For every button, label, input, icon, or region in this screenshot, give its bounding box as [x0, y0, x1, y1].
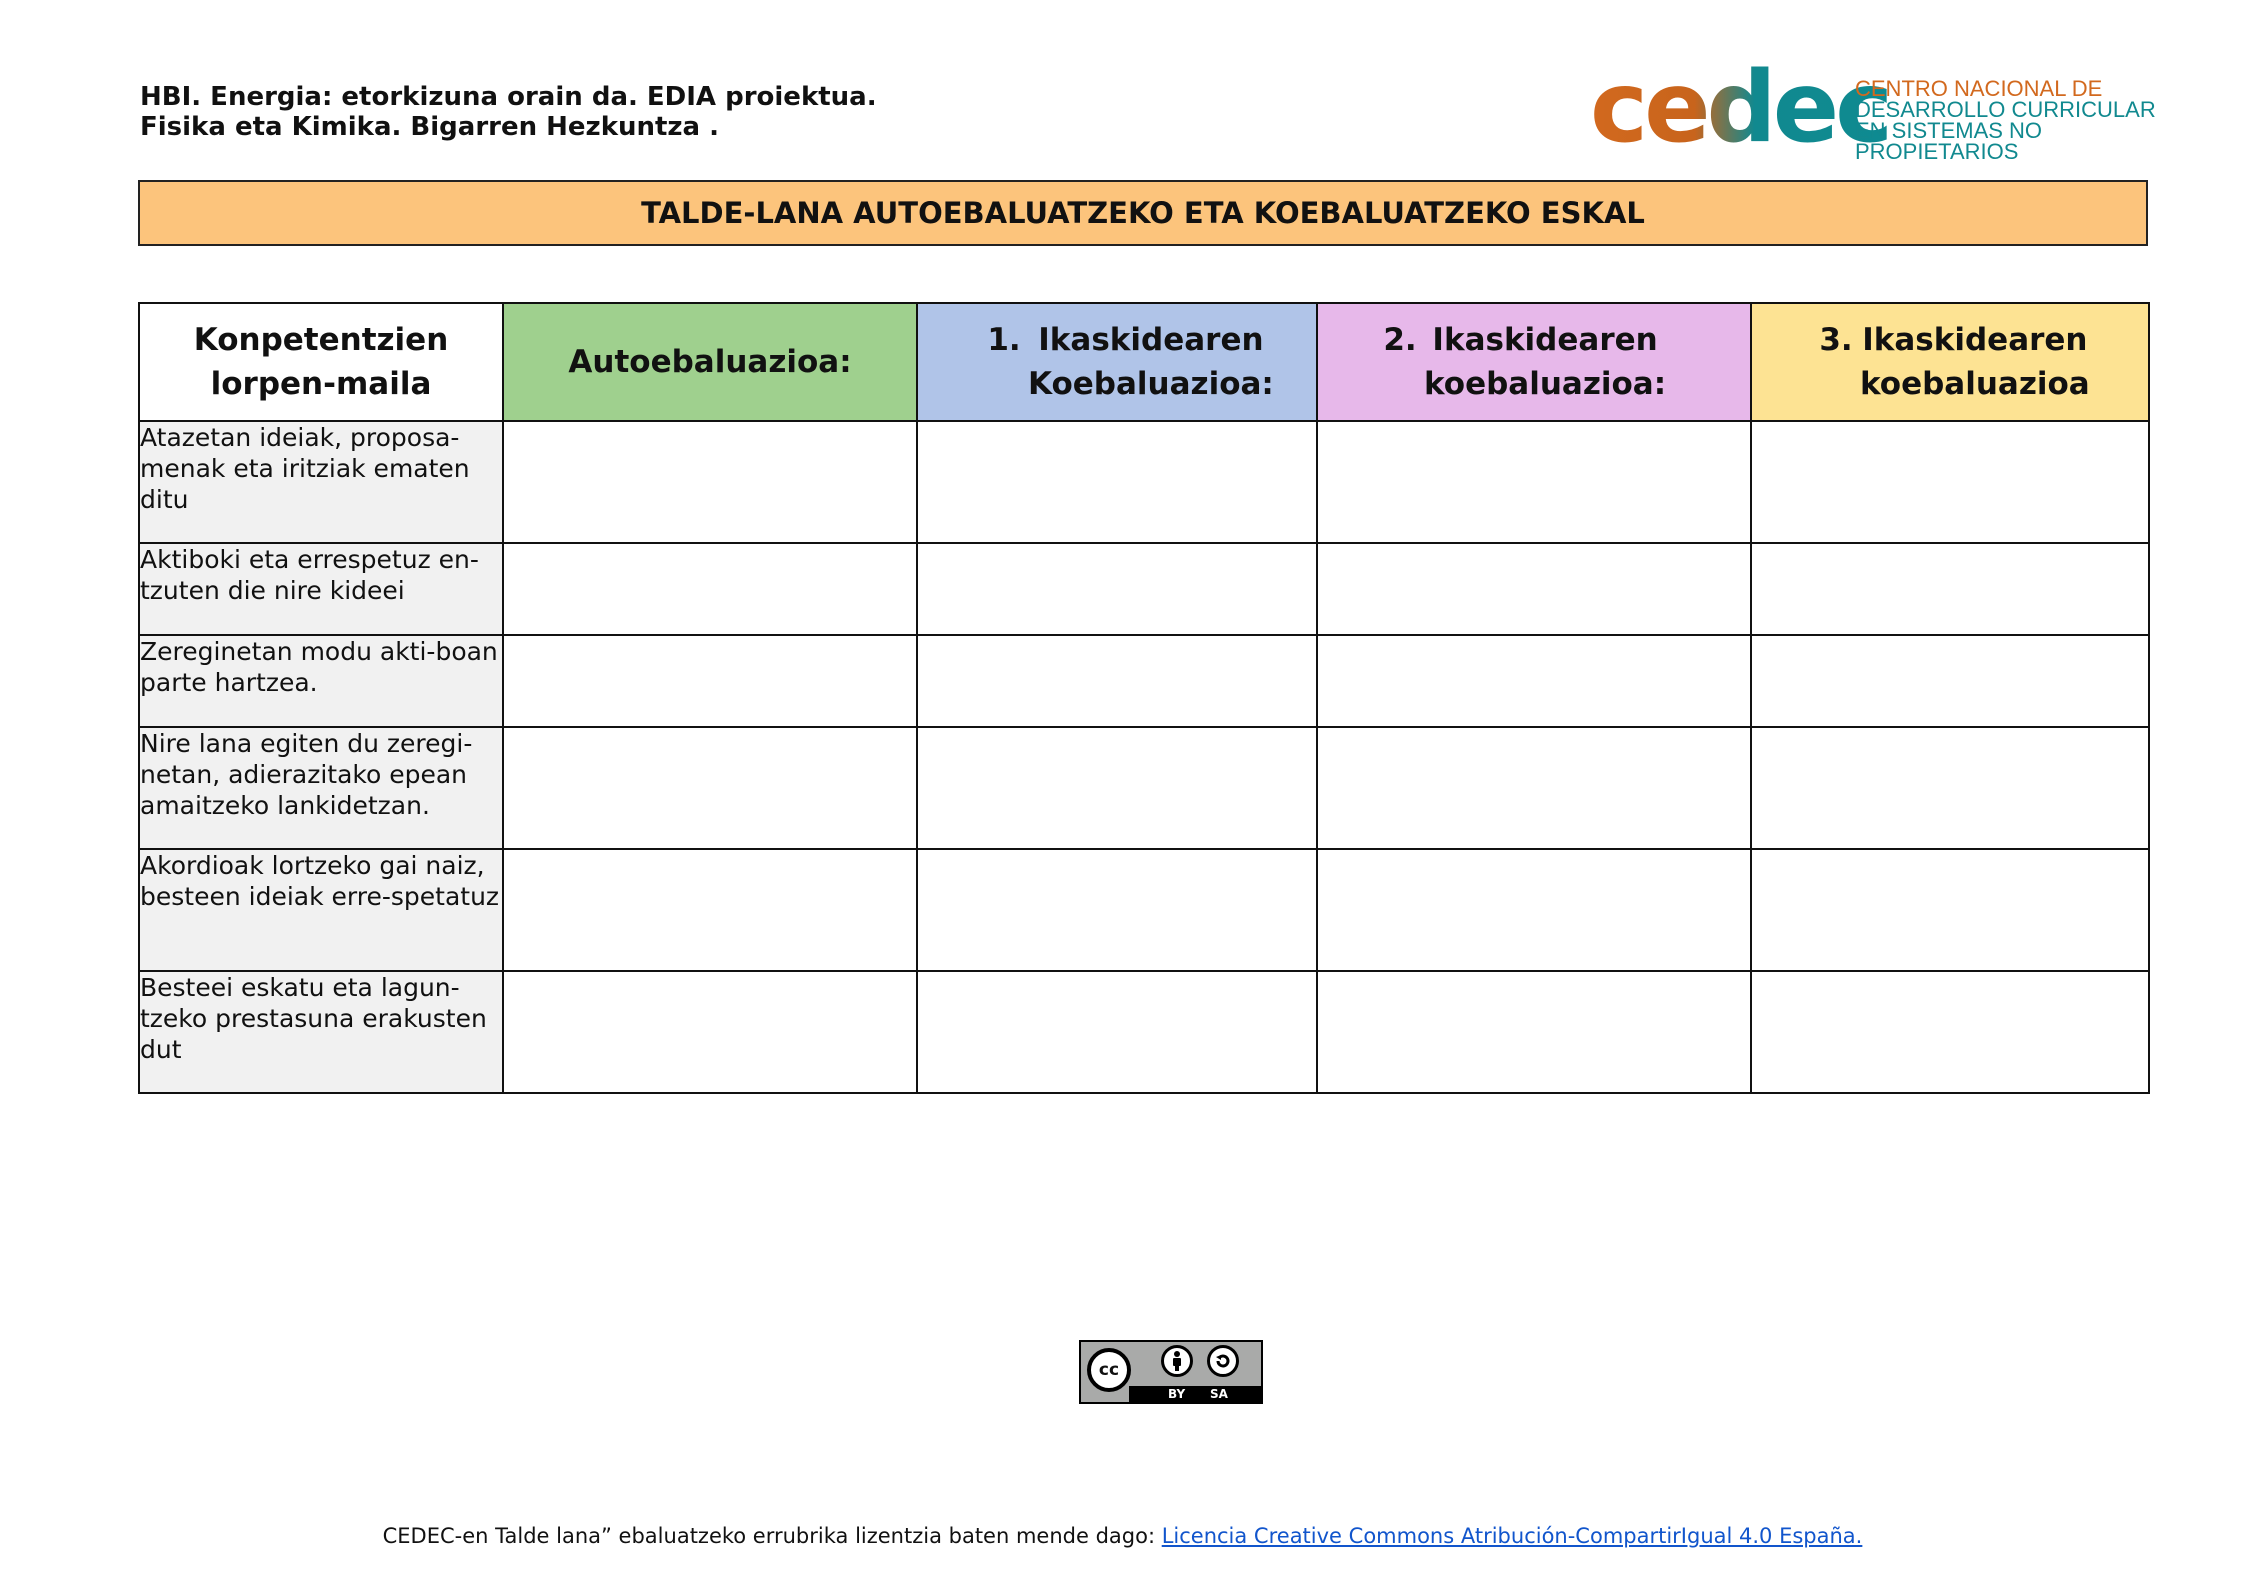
peer-1-cell[interactable] [917, 971, 1317, 1093]
header-competence-level [139, 303, 503, 421]
banner-title: TALDE-LANA AUTOEBALUATZEKO ETA KOEBALUATZEKO ESKAL [641, 196, 1645, 230]
header-col4-line1: Ikaskidearen [1862, 322, 2088, 358]
table-row [139, 727, 2149, 849]
header-col2-number: 1. [987, 322, 1021, 358]
sa-label: SA [1210, 1387, 1228, 1401]
cc-label-bar [1129, 1386, 1261, 1402]
criterion-cell: Akordioak lortzeko gai naiz, besteen ideiak erre-spetatuz [139, 849, 503, 971]
peer-3-cell[interactable] [1751, 421, 2149, 543]
cedec-logo [1590, 51, 2170, 165]
header-col2-line1: Ikaskidearen [1038, 322, 1264, 358]
peer-2-cell[interactable] [1317, 635, 1751, 727]
logo-sub-line-1: CENTRO NACIONAL DE [1855, 76, 2103, 101]
peer-1-cell[interactable] [917, 543, 1317, 635]
cc-icon [1087, 1348, 1131, 1392]
license-footer [0, 1524, 2245, 1548]
header-self-assessment [503, 303, 917, 421]
peer-2-cell[interactable] [1317, 849, 1751, 971]
attribution-icon [1161, 1345, 1193, 1377]
header-col4-number: 3. [1819, 322, 1853, 358]
criterion-cell: Besteei eskatu eta lagun-tzeko prestasuna erakusten dut [139, 971, 503, 1093]
peer-2-cell[interactable] [1317, 421, 1751, 543]
peer-2-cell[interactable] [1317, 727, 1751, 849]
share-alike-icon [1207, 1345, 1239, 1377]
title-banner [138, 180, 2148, 246]
criterion-cell: Zereginetan modu akti-boan parte hartzea. [139, 635, 503, 727]
criterion-cell: Atazetan ideiak, proposa-menak eta iritziak ematen ditu [139, 421, 503, 543]
header-peer-3 [1751, 303, 2149, 421]
criterion-cell: Aktiboki eta errespetuz en-tzuten die nire kideei [139, 543, 503, 635]
cc-label: cc [1098, 1360, 1120, 1380]
criterion-cell: Nire lana egiten du zeregi-netan, adierazitako epean amaitzeko lankidetzan. [139, 727, 503, 849]
cedec-subtitle [1855, 78, 2170, 162]
self-assessment-cell[interactable] [503, 971, 917, 1093]
header-col0-line1: Konpetentzien [193, 322, 449, 358]
self-assessment-cell[interactable] [503, 635, 917, 727]
header-col0-line2: lorpen-maila [210, 366, 432, 402]
header-peer-1 [917, 303, 1317, 421]
logo-sub-line-3: EN SISTEMAS NO PROPIETARIOS [1855, 118, 2043, 164]
peer-2-cell[interactable] [1317, 543, 1751, 635]
table-row [139, 421, 2149, 543]
header-col3-line2: koebaluazioa: [1424, 366, 1667, 402]
header-line-2: Fisika eta Kimika. Bigarren Hezkuntza . [140, 112, 720, 142]
peer-3-cell[interactable] [1751, 543, 2149, 635]
rubric-table [138, 302, 2150, 1094]
cc-by-sa-badge[interactable] [1079, 1340, 1263, 1404]
table-header-row [139, 303, 2149, 421]
peer-1-cell[interactable] [917, 727, 1317, 849]
self-assessment-cell[interactable] [503, 727, 917, 849]
self-assessment-cell[interactable] [503, 849, 917, 971]
table-row [139, 971, 2149, 1093]
document-header [140, 82, 877, 142]
cedec-wordmark: cedec [1590, 51, 1890, 165]
peer-1-cell[interactable] [917, 635, 1317, 727]
footer-text: CEDEC-en Talde lana” ebaluatzeko errubrika lizentzia baten mende dago: [382, 1524, 1162, 1548]
header-col3-number: 2. [1383, 322, 1417, 358]
peer-1-cell[interactable] [917, 849, 1317, 971]
by-label: BY [1168, 1387, 1186, 1401]
peer-1-cell[interactable] [917, 421, 1317, 543]
self-assessment-cell[interactable] [503, 543, 917, 635]
header-peer-2 [1317, 303, 1751, 421]
header-col1-label: Autoebaluazioa: [568, 344, 852, 380]
header-col2-line2: Koebaluazioa: [1028, 366, 1274, 402]
header-col3-line1: Ikaskidearen [1432, 322, 1658, 358]
peer-3-cell[interactable] [1751, 727, 2149, 849]
table-row [139, 543, 2149, 635]
header-line-1: HBI. Energia: etorkizuna orain da. EDIA proiektua. [140, 82, 877, 112]
header-col4-line2: koebaluazioa [1860, 366, 2090, 402]
table-row [139, 849, 2149, 971]
peer-3-cell[interactable] [1751, 971, 2149, 1093]
self-assessment-cell[interactable] [503, 421, 917, 543]
peer-3-cell[interactable] [1751, 849, 2149, 971]
table-row [139, 635, 2149, 727]
peer-2-cell[interactable] [1317, 971, 1751, 1093]
peer-3-cell[interactable] [1751, 635, 2149, 727]
logo-sub-line-2: DESARROLLO CURRICULAR [1855, 97, 2156, 122]
license-link[interactable]: Licencia Creative Commons Atribución-CompartirIgual 4.0 España. [1161, 1524, 1863, 1548]
